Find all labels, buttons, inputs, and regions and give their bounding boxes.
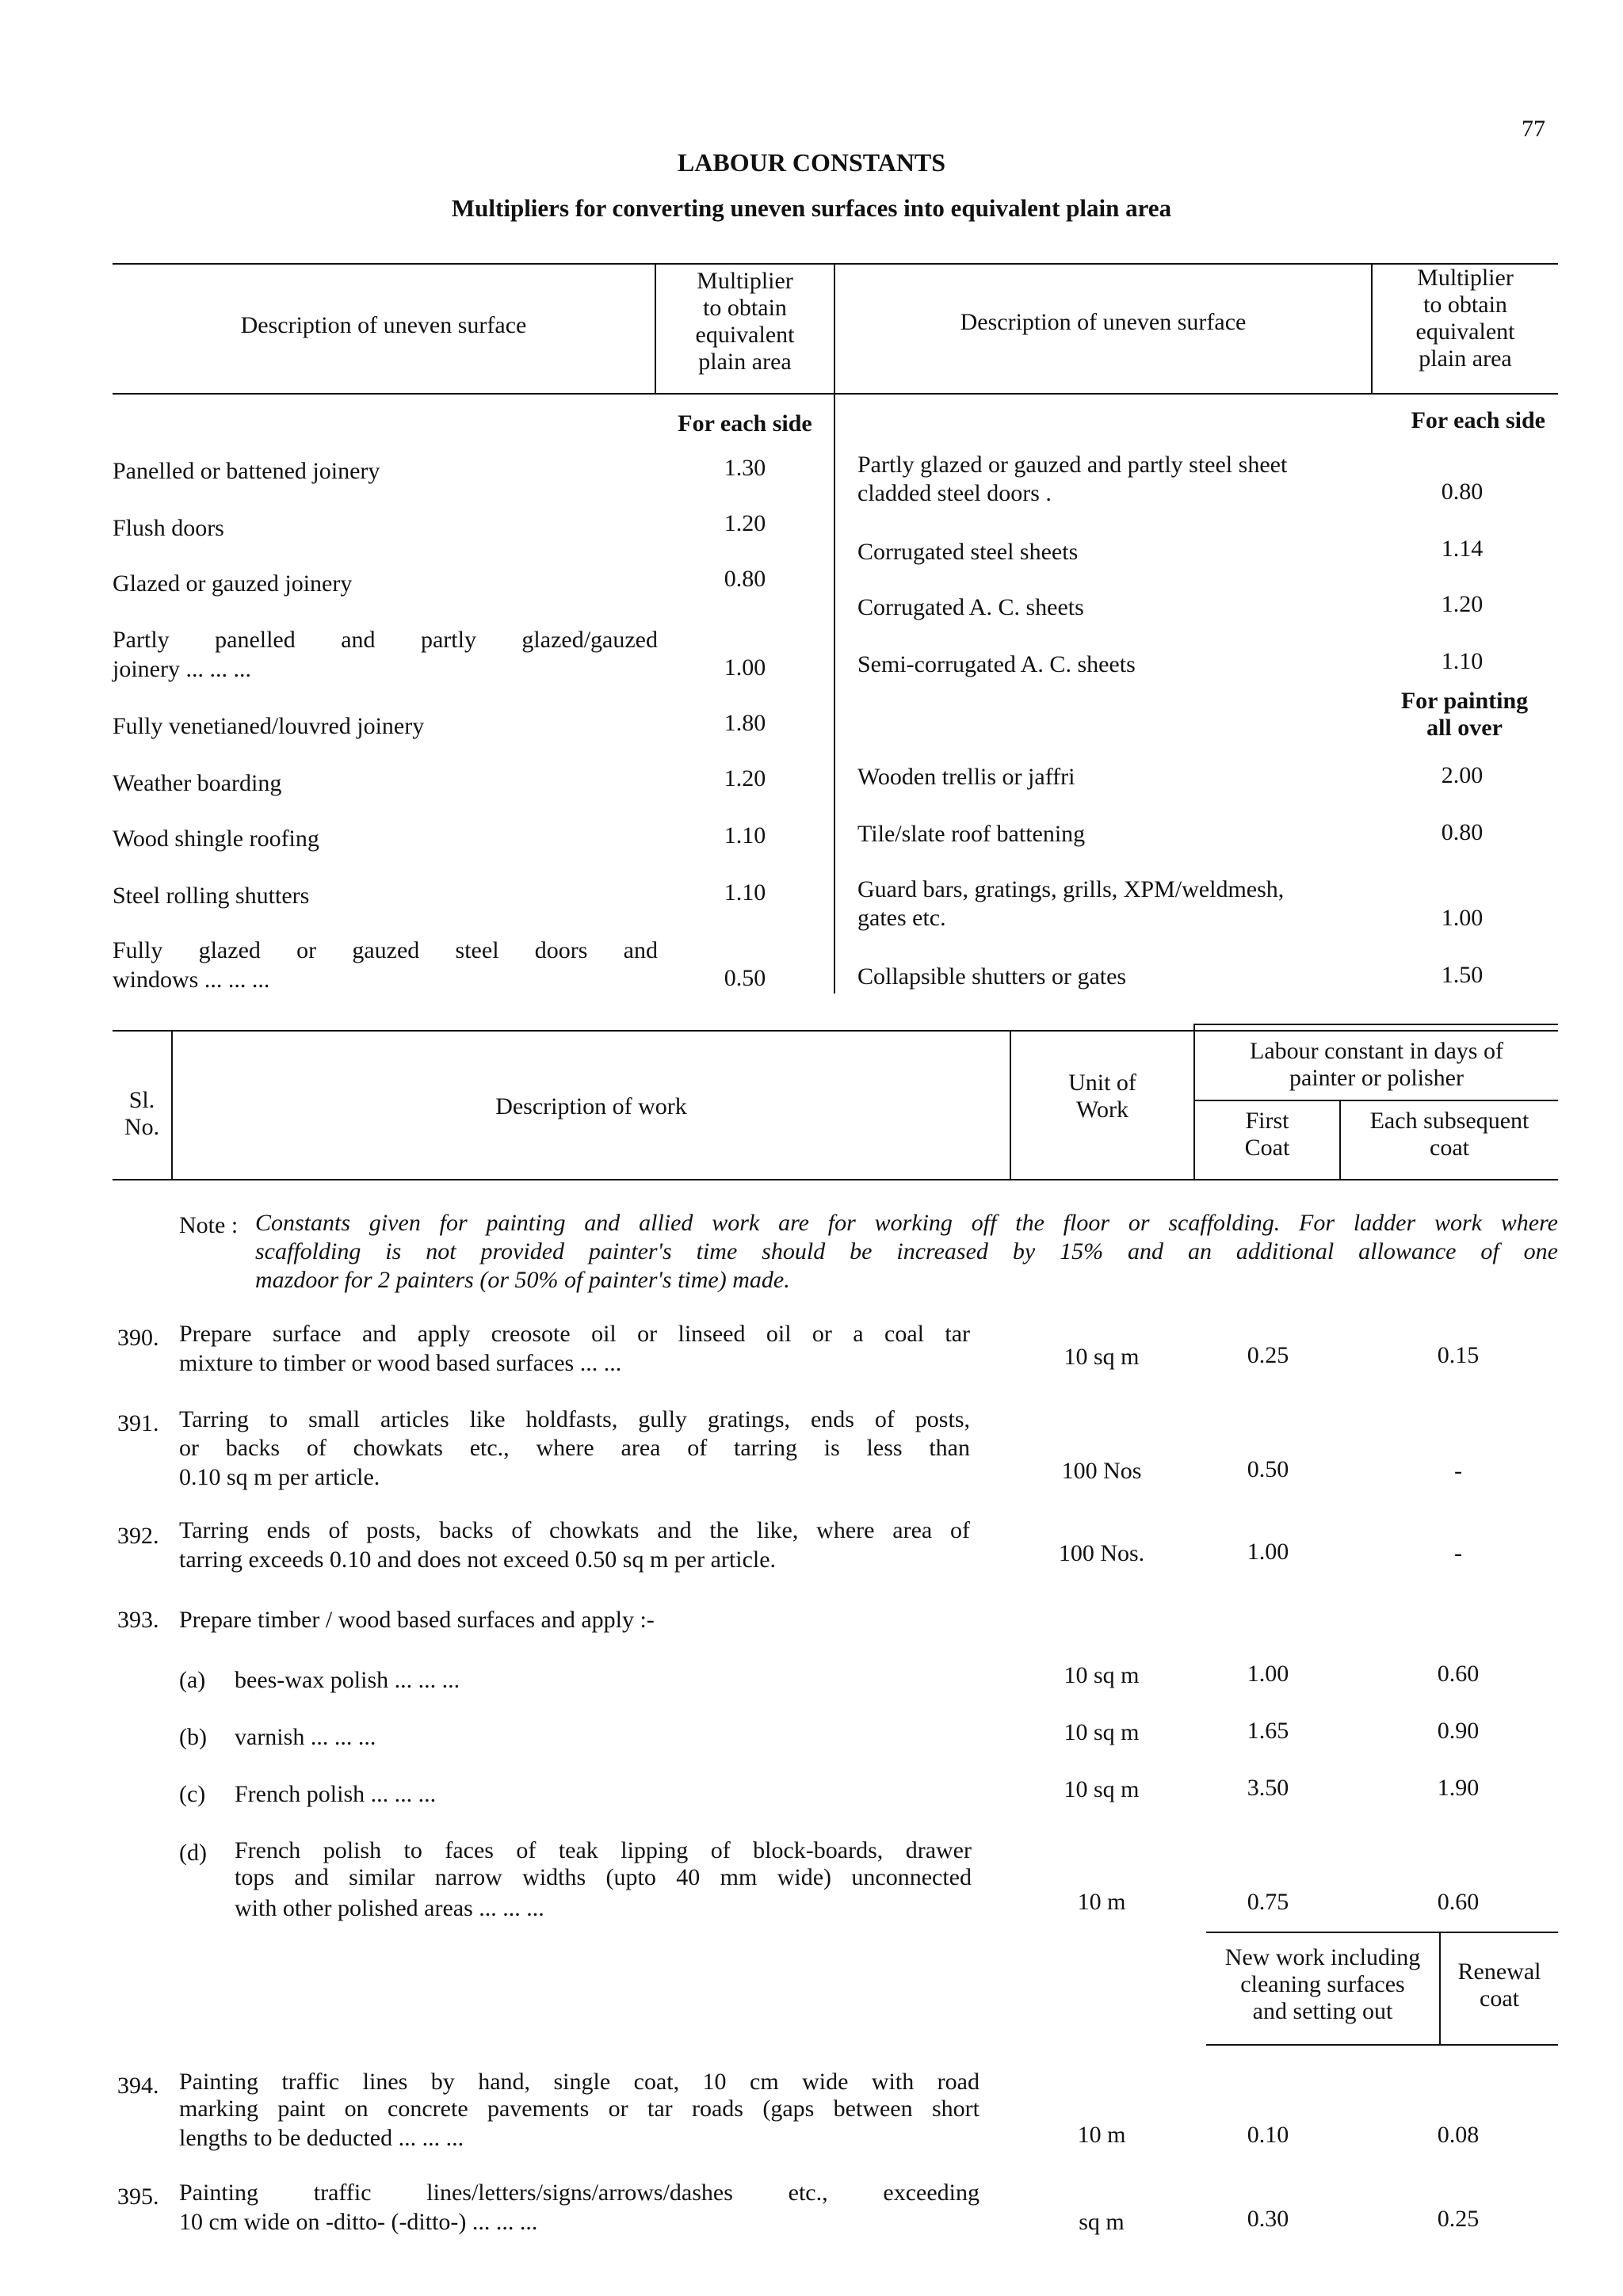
item-number: 392. xyxy=(117,1523,159,1549)
right-row-desc: Partly glazed or gauzed and partly steel sheet xyxy=(857,452,1288,478)
item-desc: Prepare surface and apply creosote oil or linseed oil or a coal tar xyxy=(179,1321,970,1347)
left-row-desc: Steel rolling shutters xyxy=(113,883,310,909)
left-row-desc: Panelled or battened joinery xyxy=(113,458,380,484)
multiplier-table-header-rule xyxy=(113,393,1558,395)
subitem-first: 1.00 xyxy=(1247,1661,1289,1687)
subitem-unit: 10 m xyxy=(1077,1889,1126,1915)
subitem-first: 3.50 xyxy=(1247,1775,1289,1801)
note-text: scaffolding is not provided painter's time should be increased by 15% and an additional allowance of one xyxy=(255,1238,1558,1264)
item-number: 391. xyxy=(117,1410,159,1436)
item-unit: 100 Nos. xyxy=(1058,1540,1145,1566)
section-painting-line: all over xyxy=(1426,715,1503,741)
right-row-value: 1.50 xyxy=(1441,962,1484,988)
item-desc: tarring exceeds 0.10 and does not exceed 0.50 sq m per article. xyxy=(179,1547,777,1573)
item-first: 1.00 xyxy=(1247,1539,1289,1565)
item-desc: or backs of chowkats etc., where area of tarring is less than xyxy=(179,1435,970,1461)
left-row-value: 1.10 xyxy=(724,879,766,906)
right-row-desc: Corrugated A. C. sheets xyxy=(857,594,1084,620)
subheader-renewal-line: coat xyxy=(1480,1985,1519,2012)
left-row-value: 1.20 xyxy=(724,510,766,536)
left-row-value: 1.30 xyxy=(724,455,766,481)
header-mult-line: to obtain xyxy=(703,295,787,321)
right-row-value: 0.80 xyxy=(1441,819,1484,845)
right-row-desc: Semi-corrugated A. C. sheets xyxy=(857,651,1136,677)
item-desc: Painting traffic lines by hand, single coat, 10 cm wide with road xyxy=(179,2069,980,2095)
col-sl-line: Sl. xyxy=(128,1087,155,1113)
item-unit: 10 m xyxy=(1077,2122,1126,2148)
item-subsequent: - xyxy=(1454,1458,1462,1484)
subitem-desc: with other polished areas ... ... ... xyxy=(235,1895,544,1921)
header-mult-line: equivalent xyxy=(1415,318,1515,345)
subitem-subsequent: 0.90 xyxy=(1437,1718,1480,1744)
subitem-label: (a) xyxy=(179,1667,206,1693)
right-row-desc: Collapsible shutters or gates xyxy=(857,963,1127,990)
item-desc: Prepare timber / wood based surfaces and apply :- xyxy=(179,1607,655,1633)
note-text: mazdoor for 2 painters (or 50% of painter's time) made. xyxy=(255,1267,790,1293)
left-row-desc: Weather boarding xyxy=(113,770,282,796)
subheader-new-work xyxy=(1206,1944,1439,2025)
item-first: 0.30 xyxy=(1247,2206,1289,2232)
right-row-value: 1.14 xyxy=(1441,536,1484,562)
left-row-value: 0.80 xyxy=(724,566,766,592)
item-first: 0.25 xyxy=(1247,1342,1289,1368)
left-row-desc: joinery ... ... ... xyxy=(113,656,251,682)
header-mult-left xyxy=(656,268,834,376)
item-desc: 10 cm wide on -ditto- (-ditto-) ... ... ... xyxy=(179,2209,538,2235)
work-table-top-rule-right xyxy=(1193,1024,1558,1025)
page-title-text: LABOUR CONSTANTS xyxy=(677,148,946,177)
item-desc: Painting traffic lines/letters/signs/arrows/dashes etc., exceeding xyxy=(179,2180,980,2206)
header-desc-left: Description of uneven surface xyxy=(240,312,527,338)
subitem-label: (b) xyxy=(179,1724,207,1750)
multiplier-center-divider xyxy=(834,263,835,994)
section-painting xyxy=(1371,688,1558,742)
subitem-unit: 10 sq m xyxy=(1064,1662,1140,1688)
col-labour xyxy=(1195,1038,1558,1092)
item-first: 0.10 xyxy=(1247,2122,1289,2148)
page-subtitle xyxy=(0,195,1623,222)
subitem-desc: French polish ... ... ... xyxy=(235,1781,437,1807)
header-mult-line: equivalent xyxy=(695,322,795,348)
item-first: 0.50 xyxy=(1247,1456,1289,1482)
header-mult-line: plain area xyxy=(698,349,792,375)
right-row-desc: Guard bars, gratings, grills, XPM/weldmesh, xyxy=(857,876,1285,902)
col-first-line: First xyxy=(1245,1108,1289,1134)
item-subsequent: 0.15 xyxy=(1437,1342,1480,1368)
work-table-labour-subrule xyxy=(1193,1100,1558,1101)
header-mult-right xyxy=(1373,265,1558,372)
left-row-value: 1.10 xyxy=(724,822,766,849)
item-desc: mixture to timber or wood based surfaces ... ... xyxy=(179,1350,622,1376)
col-labour-line: painter or polisher xyxy=(1289,1065,1464,1091)
item-desc: lengths to be deducted ... ... ... xyxy=(179,2125,464,2151)
subitem-first: 1.65 xyxy=(1247,1718,1289,1744)
left-row-desc: Partly panelled and partly glazed/gauzed xyxy=(113,627,658,653)
item-desc: Tarring ends of posts, backs of chowkats and the like, where area of xyxy=(179,1517,970,1543)
subheader-new-work-line: and setting out xyxy=(1252,1998,1393,2024)
item-subsequent: - xyxy=(1454,1540,1462,1566)
right-row-value: 0.80 xyxy=(1441,479,1484,505)
col-subsequent-line: coat xyxy=(1430,1135,1469,1161)
subitem-unit: 10 sq m xyxy=(1064,1719,1140,1745)
col-unit xyxy=(1011,1070,1193,1123)
item-subsequent: 0.08 xyxy=(1437,2122,1480,2148)
note-text: Constants given for painting and allied work are for working off the floor or scaffolding. For ladder work where xyxy=(255,1210,1558,1236)
right-row-desc: gates etc. xyxy=(857,905,946,931)
item-subsequent: 0.25 xyxy=(1437,2206,1480,2232)
item-unit: sq m xyxy=(1079,2209,1125,2235)
subitem-desc: French polish to faces of teak lipping of block-boards, drawer xyxy=(235,1837,972,1863)
section-each-side-left: For each side xyxy=(678,410,812,437)
header-mult-line: Multiplier xyxy=(1417,265,1514,291)
header-mult-line: Multiplier xyxy=(697,268,793,294)
right-row-desc: Wooden trellis or jaffri xyxy=(857,764,1075,790)
left-row-desc: Glazed or gauzed joinery xyxy=(113,570,353,597)
right-row-desc: Corrugated steel sheets xyxy=(857,539,1079,565)
subheader-new-work-line: New work including xyxy=(1224,1944,1421,1970)
item-number: 394. xyxy=(117,2073,159,2099)
col-subsequent xyxy=(1341,1108,1558,1161)
left-row-value: 1.80 xyxy=(724,710,766,736)
page-title xyxy=(0,149,1623,176)
subitem-label: (c) xyxy=(179,1781,206,1807)
col-labour-line: Labour constant in days of xyxy=(1250,1038,1503,1064)
right-row-value: 1.00 xyxy=(1441,905,1484,931)
col-unit-line: Work xyxy=(1076,1097,1128,1123)
subheader-new-work-line: cleaning surfaces xyxy=(1240,1971,1405,1997)
right-row-value: 2.00 xyxy=(1441,762,1484,788)
left-row-value: 1.20 xyxy=(724,765,766,791)
left-row-desc: Flush doors xyxy=(113,515,224,541)
left-row-desc: Wood shingle roofing xyxy=(113,826,319,852)
item-unit: 100 Nos xyxy=(1061,1458,1142,1484)
left-row-value: 0.50 xyxy=(724,965,766,991)
multiplier-table-top-rule xyxy=(113,263,1558,265)
item-desc: Tarring to small articles like holdfasts, gully gratings, ends of posts, xyxy=(179,1406,970,1432)
item-number: 390. xyxy=(117,1325,159,1351)
item-unit: 10 sq m xyxy=(1064,1344,1140,1370)
item-number: 393. xyxy=(117,1607,159,1633)
item-desc: marking paint on concrete pavements or tar roads (gaps between short xyxy=(179,2096,980,2122)
left-row-value: 1.00 xyxy=(724,654,766,681)
subitem-desc: bees-wax polish ... ... ... xyxy=(235,1667,460,1693)
left-row-desc: Fully venetianed/louvred joinery xyxy=(113,713,425,739)
col-sl-line: No. xyxy=(124,1114,160,1140)
page-subtitle-text: Multipliers for converting uneven surfaces into equivalent plain area xyxy=(451,194,1172,222)
page-number: 77 xyxy=(1522,116,1545,142)
right-row-value: 1.10 xyxy=(1441,648,1484,674)
header-mult-line: plain area xyxy=(1419,345,1512,372)
work-table-top-rule xyxy=(113,1030,1558,1032)
right-row-desc: Tile/slate roof battening xyxy=(857,821,1086,847)
subheader-renewal xyxy=(1441,1958,1558,2012)
subitem-first: 0.75 xyxy=(1247,1889,1289,1915)
col-first-line: Coat xyxy=(1244,1135,1290,1161)
subheader-bottom-rule xyxy=(1206,2044,1558,2046)
subitem-subsequent: 0.60 xyxy=(1437,1661,1480,1687)
subitem-unit: 10 sq m xyxy=(1064,1776,1140,1802)
left-row-desc: windows ... ... ... xyxy=(113,967,270,993)
col-subsequent-line: Each subsequent xyxy=(1369,1108,1529,1134)
col-sl xyxy=(113,1087,171,1141)
header-desc-right: Description of uneven surface xyxy=(960,309,1247,335)
section-painting-line: For painting xyxy=(1400,688,1529,714)
note-label: Note : xyxy=(179,1212,239,1238)
right-row-desc: cladded steel doors . xyxy=(857,480,1052,506)
col-unit-line: Unit of xyxy=(1068,1070,1136,1096)
left-row-desc: Fully glazed or gauzed steel doors and xyxy=(113,937,658,963)
subitem-desc: tops and similar narrow widths (upto 40 mm wide) unconnected xyxy=(235,1864,972,1890)
work-table-bottom-rule xyxy=(113,1179,1558,1180)
subheader-renewal-line: Renewal xyxy=(1457,1958,1541,1985)
col-desc: Description of work xyxy=(495,1093,687,1119)
item-number: 395. xyxy=(117,2183,159,2210)
subitem-subsequent: 0.60 xyxy=(1437,1889,1480,1915)
subheader-top-rule xyxy=(1206,1932,1558,1933)
col-first xyxy=(1195,1108,1339,1161)
subitem-label: (d) xyxy=(179,1840,207,1866)
subitem-subsequent: 1.90 xyxy=(1437,1775,1480,1801)
right-row-value: 1.20 xyxy=(1441,591,1484,617)
subitem-desc: varnish ... ... ... xyxy=(235,1724,376,1750)
section-each-side-right: For each side xyxy=(1411,407,1545,433)
header-mult-line: to obtain xyxy=(1423,292,1507,318)
item-desc: 0.10 sq m per article. xyxy=(179,1464,380,1490)
